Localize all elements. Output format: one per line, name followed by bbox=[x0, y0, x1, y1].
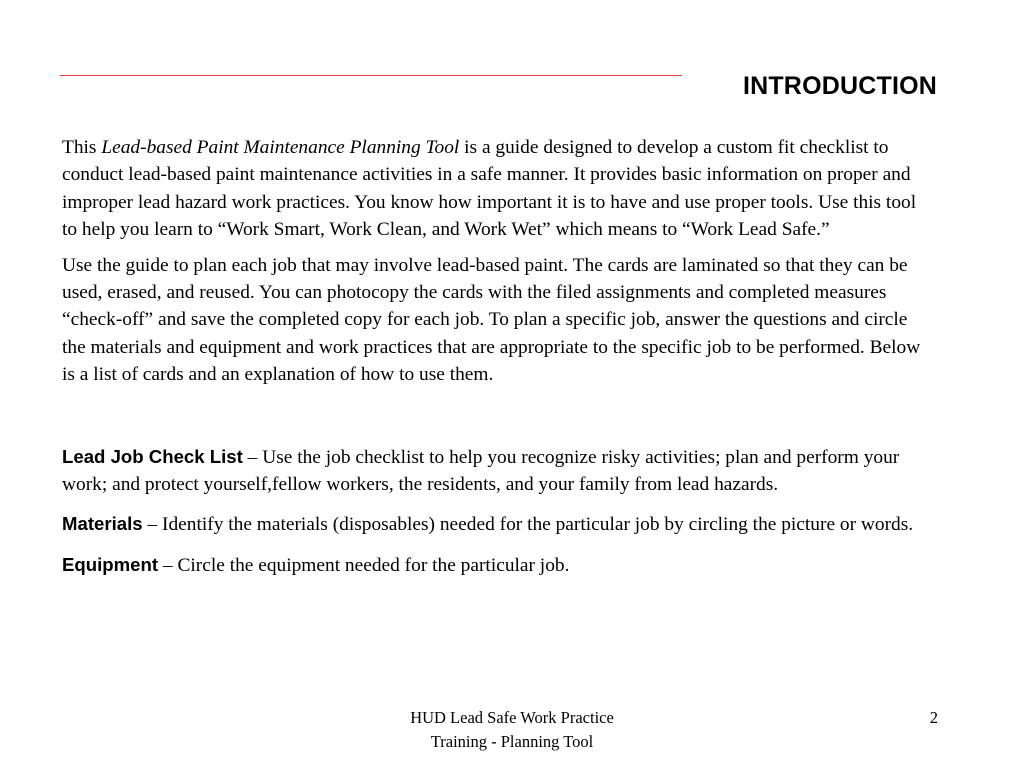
card-description: Use the job checklist to help you recognize risky activities; plan and perform your work; and protect yourself,fellow workers, the residents, and your family from lead hazards. bbox=[62, 446, 900, 496]
card-description: Identify the materials (disposables) needed for the particular job by circling the picture or words. bbox=[162, 514, 914, 536]
footer bbox=[362, 706, 662, 754]
slide-title: INTRODUCTION bbox=[742, 72, 937, 100]
intro-rest: is a guide designed to develop a custom fit checklist to conduct lead-based paint maintenance activities in a safe manner. It provides basic information on proper and improper lead hazard work practices. You know how important it is to have and use proper tools. Use this tool to help you learn to “Work Smart, Work Clean, and Work Wet” which means to “Work Lead Safe.” bbox=[62, 137, 917, 241]
card-dash: – bbox=[242, 446, 263, 468]
card-dash: – bbox=[158, 554, 178, 576]
card-equipment bbox=[62, 551, 932, 579]
card-dash: – bbox=[142, 514, 163, 536]
intro-prefix: This bbox=[62, 137, 102, 158]
card-term: Materials bbox=[62, 513, 143, 535]
title-rule bbox=[60, 75, 682, 76]
card-term: Equipment bbox=[62, 553, 159, 575]
card-lead-job-check-list bbox=[62, 443, 932, 499]
page-number: 2 bbox=[929, 708, 938, 727]
card-term: Lead Job Check List bbox=[62, 445, 243, 467]
footer-line-2: Training - Planning Tool bbox=[430, 732, 594, 751]
intro-paragraph-2: Use the guide to plan each job that may involve lead-based paint. The cards are laminated so that they can be used, erased, and reused. You can photocopy the cards with the filed assignments and completed measures “check-off” and save the completed copy for each job. To plan a specific job, answer the questions and circle the materials and equipment and work practices that are appropriate to the specific job to be performed. Below is a list of cards and an explanation of how to use them. bbox=[62, 254, 921, 386]
slide-content bbox=[62, 134, 932, 591]
footer-line-1: HUD Lead Safe Work Practice bbox=[410, 708, 614, 727]
intro-paragraph-1 bbox=[62, 134, 932, 244]
card-description: Circle the equipment needed for the particular job. bbox=[177, 554, 570, 576]
card-materials bbox=[62, 510, 932, 538]
tool-name: Lead-based Paint Maintenance Planning Tool bbox=[101, 137, 460, 158]
